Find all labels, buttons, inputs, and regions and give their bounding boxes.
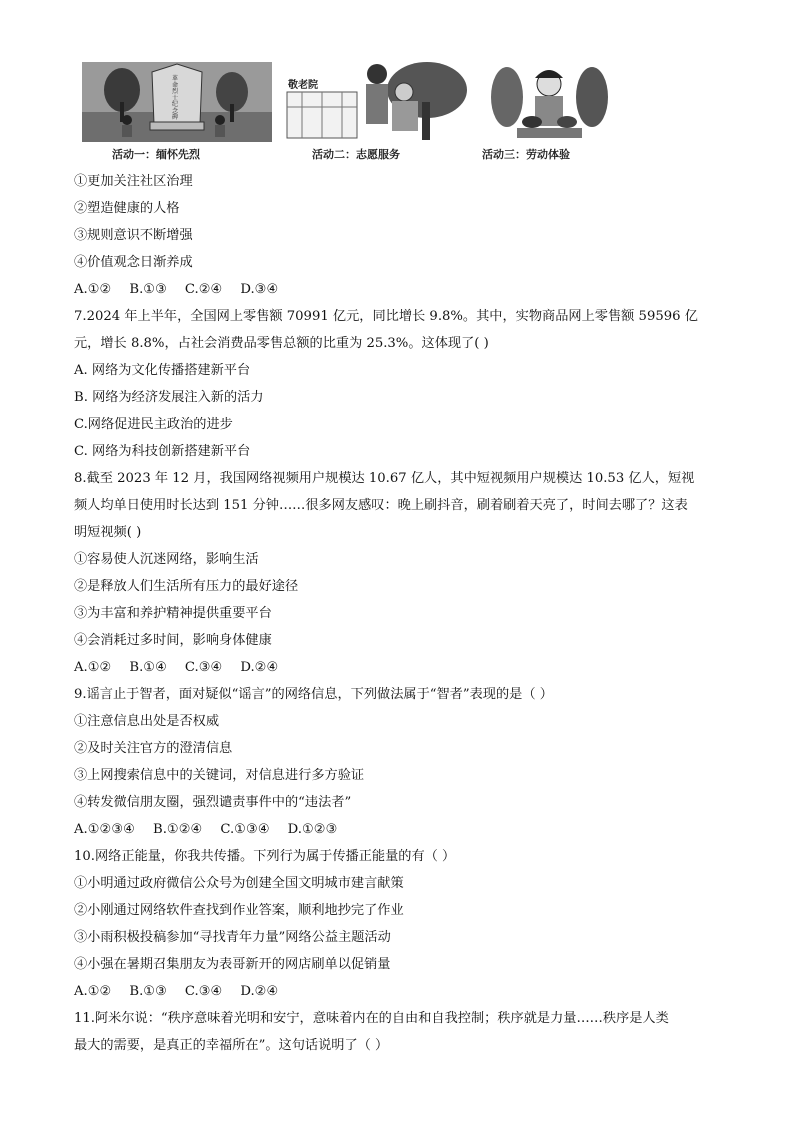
q8-answer-a[interactable]: A.①② [74, 660, 112, 675]
q11-stem-line-1: 11.阿米尔说：“秩序意味着光明和安宁，意味着内在的自由和自我控制；秩序就是力量……秩序是人类 [74, 1011, 669, 1026]
q8-option-4: ④会消耗过多时间，影响身体健康 [74, 633, 272, 648]
q9-option-2: ②及时关注官方的澄清信息 [74, 741, 233, 756]
q6-option-1: ①更加关注社区治理 [74, 174, 193, 189]
q8-answer-choices [74, 654, 724, 681]
q8-answer-c[interactable]: C.③④ [184, 660, 223, 675]
q10-answer-b[interactable]: B.①③ [129, 984, 167, 999]
q10-option-2: ②小刚通过网络软件查找到作业答案，顺利地抄完了作业 [74, 903, 404, 918]
q6-answer-b[interactable]: B.①③ [129, 282, 167, 297]
q10-option-1: ①小明通过政府微信公众号为创建全国文明城市建言献策 [74, 876, 404, 891]
nursing-home-sign: 敬老院 [288, 80, 318, 91]
q8-option-2: ②是释放人们生活所有压力的最好途径 [74, 579, 299, 594]
q10-option-3: ③小雨积极投稿参加“寻找青年力量”网络公益主题活动 [74, 930, 391, 945]
q8-stem-line-2: 频人均单日使用时长达到 151 分钟……很多网友感叹：晚上刷抖音，刷着刷着天亮了，时间去哪了？这表 [74, 498, 688, 513]
q6-answer-d[interactable]: D.③④ [240, 282, 279, 297]
volunteer-illustration-icon [282, 62, 467, 142]
q6-answer-c[interactable]: C.②④ [184, 282, 223, 297]
q9-answer-a[interactable]: A.①②③④ [74, 822, 136, 837]
q10-answer-a[interactable]: A.①② [74, 984, 112, 999]
q9-stem-line-1: 9.谣言止于智者，面对疑似“谣言”的网络信息，下列做法属于“智者”表现的是（ ） [74, 687, 553, 702]
q9-answer-b[interactable]: B.①②④ [153, 822, 203, 837]
q8-option-1: ①容易使人沉迷网络，影响生活 [74, 552, 259, 567]
panel3-caption: 活动三：劳动体验 [482, 148, 570, 161]
q7-option-c1[interactable]: C.网络促进民主政治的进步 [74, 417, 233, 432]
panel-monument-text: 革命烈士纪念碑 [172, 75, 179, 121]
q10-answer-c[interactable]: C.③④ [184, 984, 223, 999]
q6-answer-choices [74, 276, 724, 303]
q9-answer-c[interactable]: C.①③④ [220, 822, 270, 837]
q9-option-4: ④转发微信朋友圈，强烈谴责事件中的“违法者” [74, 795, 352, 810]
q8-answer-b[interactable]: B.①④ [129, 660, 167, 675]
q6-option-4: ④价值观念日渐养成 [74, 255, 193, 270]
q11-stem-line-2: 最大的需要，是真正的幸福所在”。这句话说明了（ ） [74, 1038, 389, 1053]
q7-option-b[interactable]: B. 网络为经济发展注入新的活力 [74, 390, 264, 405]
q8-stem-line-3: 明短视频( ) [74, 525, 142, 540]
q8-answer-d[interactable]: D.②④ [240, 660, 279, 675]
q7-stem-line-2: 元，增长 8.8%，占社会消费品零售总额的比重为 25.3%。这体现了( ) [74, 336, 489, 351]
q8-stem-line-1: 8.截至 2023 年 12 月，我国网络视频用户规模达 10.67 亿人，其中短视频用户规模达 10.53 亿人，短视 [74, 471, 695, 486]
q9-option-1: ①注意信息出处是否权威 [74, 714, 220, 729]
q10-option-4: ④小强在暑期召集朋友为表哥新开的网店刷单以促销量 [74, 957, 391, 972]
panel-labor [487, 62, 612, 142]
q9-option-3: ③上网搜索信息中的关键词，对信息进行多方验证 [74, 768, 365, 783]
activity-illustrations [82, 62, 612, 162]
panel-volunteer [282, 62, 467, 142]
q10-stem-line-1: 10.网络正能量，你我共传播。下列行为属于传播正能量的有（ ） [74, 849, 456, 864]
q7-stem-line-1: 7.2024 年上半年，全国网上零售额 70991 亿元，同比增长 9.8%。其中，实物商品网上零售额 59596 亿 [74, 309, 698, 324]
q7-option-c2[interactable]: C. 网络为科技创新搭建新平台 [74, 444, 251, 459]
panel-commemorate [82, 62, 272, 142]
q6-option-2: ②塑造健康的人格 [74, 201, 180, 216]
q9-answer-choices [74, 816, 724, 843]
question-text [74, 168, 724, 1059]
labor-illustration-icon [487, 62, 612, 142]
q7-option-a[interactable]: A. 网络为文化传播搭建新平台 [74, 363, 251, 378]
panel2-caption: 活动二：志愿服务 [312, 148, 400, 161]
panel1-caption: 活动一：缅怀先烈 [112, 148, 200, 161]
q8-option-3: ③为丰富和养护精神提供重要平台 [74, 606, 272, 621]
q10-answer-d[interactable]: D.②④ [240, 984, 279, 999]
q6-answer-a[interactable]: A.①② [74, 282, 112, 297]
q10-answer-choices [74, 978, 724, 1005]
q6-option-3: ③规则意识不断增强 [74, 228, 193, 243]
q9-answer-d[interactable]: D.①②③ [287, 822, 338, 837]
